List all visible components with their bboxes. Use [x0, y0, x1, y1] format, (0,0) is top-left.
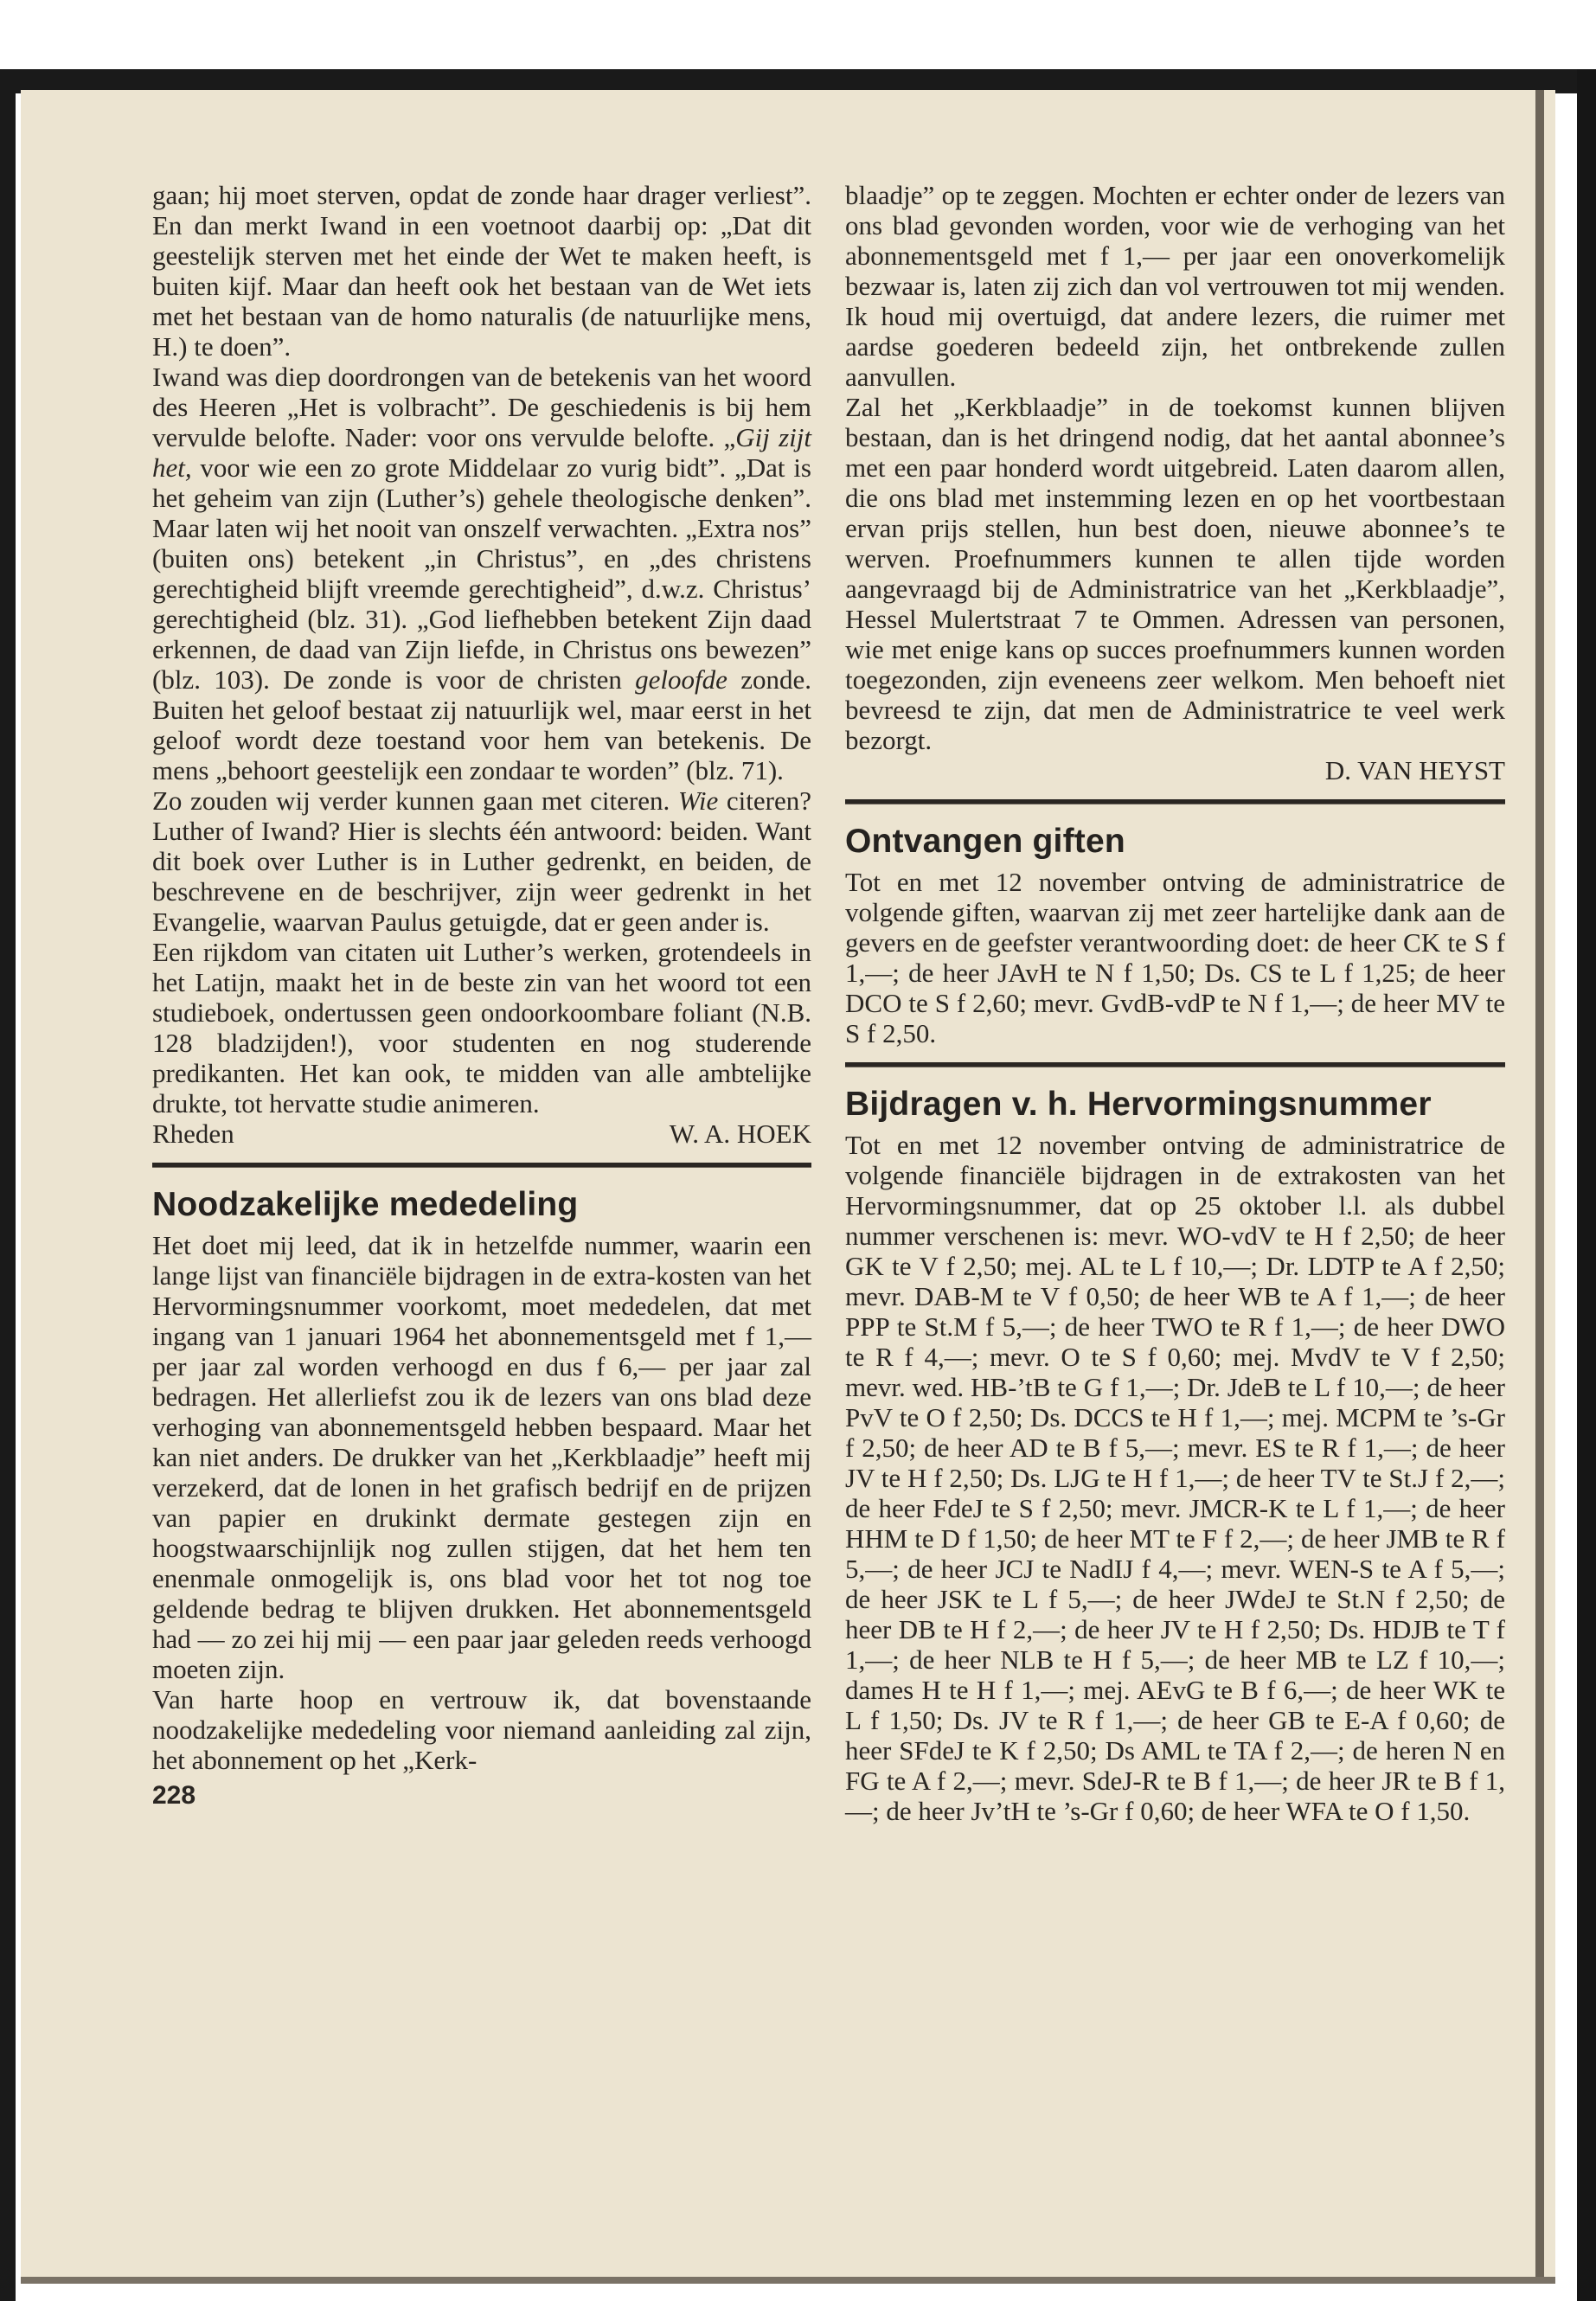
signature-name: D. VAN HEYST [1324, 755, 1505, 785]
paragraph: Een rijkdom van citaten uit Luther’s werken, grotendeels in het Latijn, maakt het in de beste zin van het woord tot een studieboek, ondertussen geen ondoorkoombare foliant (N.B. 128 bladzijden!), voor studenten en nog studerende predikanten. Het kan ook, te midden van alle ambtelijke drukte, tot hervatte studie animeren. [152, 937, 811, 1118]
paragraph: Iwand was diep doordrongen van de betekenis van het woord des Heeren „Het is volbracht”. De geschiedenis is bij hem vervulde belofte. Nader: voor ons vervulde belofte. „Gij zijt het, voor wie een zo grote Middelaar zo vurig bidt”. „Dat is het geheim van zijn (Luther’s) gehele theologische denken”. Maar laten wij het nooit van onszelf verwachten. „Extra nos” (buiten ons) betekent „in Christus”, en „des christens gerechtigheid blijft vreemde gerechtigheid”, d.w.z. Christus’ gerechtigheid (blz. 31). „God liefhebben betekent Zijn daad erkennen, de daad van Zijn liefde, in Christus ons bewezen” (blz. 103). De zonde is voor de christen geloofde zonde. Buiten het geloof bestaat zij natuurlijk wel, maar eerst in het geloof wordt deze toestand voor hem van betekenis. De mens „behoort geestelijk een zondaar te worden” (blz. 71). [152, 362, 811, 785]
paragraph: Tot en met 12 november ontving de administratrice de volgende financiële bijdragen in de extrakosten van het Hervormingsnummer, dat op 25 oktober l.l. als dubbel nummer verschenen is: mevr. WO-vdV te H f 2,50; de heer GK te V f 2,50; mej. AL te L f 10,—; Dr. LDTP te A f 2,50; mevr. DAB-M te V f 0,50; de heer WB te A f 1,—; de heer PPP te St.M f 5,—; de heer TWO te R f 1,—; de heer DWO te R f 4,—; mevr. O te S f 0,60; mej. MvdV te V f 2,50; mevr. wed. HB-’tB te G f 1,—; Dr. JdeB te L f 10,—; de heer PvV te O f 2,50; Ds. DCCS te H f 1,—; mej. MCPM te ’s-Gr f 2,50; de heer AD te B f 5,—; mevr. ES te R f 1,—; de heer JV te H f 2,50; Ds. LJG te H f 1,—; de heer TV te St.J f 2,—; de heer FdeJ te S f 2,50; mevr. JMCR-K te L f 1,—; de heer HHM te D f 1,50; de heer MT te F f 2,—; de heer JMB te R f 5,—; de heer JCJ te NadIJ f 4,—; mevr. WEN-S te A f 5,—; de heer JSK te L f 5,—; de heer JWdeJ te St.N f 2,50; de heer DB te H f 2,—; de heer JV te H f 2,50; Ds. HDJB te T f 1,—; de heer NLB te H f 5,—; de heer MB te LZ f 10,—; dames H te H f 1,—; mej. AEvG te B f 6,—; de heer WK te L f 1,50; Ds. JV te R f 1,—; de heer GB te E-A f 0,60; de heer SFdeJ te K f 2,50; Ds AML te TA f 2,—; de heren N en FG te A f 2,—; mevr. SdeJ-R te B f 1,—; de heer JR te B f 1,—; de heer Jv’tH te ’s-Gr f 0,60; de heer WFA te O f 1,50. [845, 1130, 1505, 1826]
signature-place: Rheden [152, 1118, 234, 1149]
section-divider [152, 1163, 811, 1168]
section-heading: Bijdragen v. h. Hervormingsnummer [845, 1086, 1432, 1123]
paragraph: Zal het „Kerkblaadje” in de toekomst kunnen blijven bestaan, dan is het dringend nodig, dat het aantal abonnee’s met een paar honderd wordt uitgebreid. Laten daarom allen, die ons blad met instemming lezen en op het voortbestaan ervan prijs stellen, hun best doen, nieuwe abonnee’s te werven. Proefnummers kunnen te allen tijde worden aangevraagd bij de Administratrice van het „Kerkblaadje”, Hessel Mulertstraat 7 te Ommen. Adressen van personen, wie met enige kans op succes proefnummers kunnen worden toegezonden, zijn eveneens zeer welkom. Men behoeft niet bevreesd te zijn, dat men de Administratrice te veel werk bezorgt. [845, 392, 1505, 755]
paragraph: Het doet mij leed, dat ik in hetzelfde nummer, waarin een lange lijst van financiële bijdragen in de extra-kosten van het Hervormingsnummer voorkomt, moet mededelen, dat met ingang van 1 januari 1964 het abonnementsgeld met f 1,— per jaar zal worden verhoogd en dus f 6,— per jaar zal bedragen. Het allerliefst zou ik de lezers van ons blad deze verhoging van abonnementsgeld hebben bespaard. Maar het kan niet anders. De drukker van het „Kerkblaadje” heeft mij verzekerd, dat de lonen in het grafisch bedrijf en de prijzen van papier en drukinkt dermate gestegen zijn en hoogstwaarschijnlijk nog zullen stijgen, dat het hem ten enenmale onmogelijk is, ons blad voor het tot nog toe geldende bedrag te blijven drukken. Het abonnementsgeld had — zo zei hij mij — een paar jaar geleden reeds verhoogd moeten zijn. [152, 1230, 811, 1684]
page-number: 228 [152, 1781, 196, 1810]
section-divider [845, 1062, 1505, 1067]
page-edge-shadow [1535, 90, 1544, 2279]
signature-name: W. A. HOEK [669, 1118, 811, 1149]
paragraph: Zo zouden wij verder kunnen gaan met citeren. Wie citeren? Luther of Iwand? Hier is slechts één antwoord: beiden. Want dit boek over Luther is in Luther gedrenkt, en beiden, de beschrevene en de beschrijver, zijn weer gedrenkt in het Evangelie, waarvan Paulus getuigde, dat er geen ander is. [152, 785, 811, 937]
scan-left-border [0, 69, 16, 2301]
paragraph: Tot en met 12 november ontving de administratrice de volgende giften, waarvan zij met zeer hartelijke dank aan de gevers en de geefster verantwoording doet: de heer CK te S f 1,—; de heer JAvH te N f 1,50; Ds. CS te L f 1,25; de heer DCO te S f 2,60; mevr. GvdB-vdP te N f 1,—; de heer MV te S f 2,50. [845, 867, 1505, 1048]
signature-line [152, 1118, 811, 1149]
paragraph: blaadje” op te zeggen. Mochten er echter onder de lezers van ons blad gevonden worden, voor wie de verhoging van het abonnementsgeld met f 1,— per jaar een onoverkomelijk bezwaar is, laten zij zich dan vol vertrouwen tot mij wenden. Ik houd mij overtuigd, dat andere lezers, die ruimer met aardse goederen bedeeld zijn, het ontbrekende zullen aanvullen. [845, 180, 1505, 392]
signature-line [845, 755, 1505, 785]
left-column [152, 180, 811, 1813]
section-heading: Noodzakelijke mededeling [152, 1186, 579, 1223]
right-column [845, 180, 1505, 1826]
section-divider [845, 799, 1505, 804]
paragraph: Van harte hoop en vertrouw ik, dat bovenstaande noodzakelijke mededeling voor niemand aanleiding zal zijn, het abonnement op het „Kerk- [152, 1684, 811, 1775]
section-heading: Ontvangen giften [845, 823, 1125, 860]
scan-right-border [1577, 69, 1596, 2301]
paragraph: gaan; hij moet sterven, opdat de zonde haar drager verliest”. En dan merkt Iwand in een voetnoot daarbij op: „Dat dit geestelijk sterven met het einde der Wet te maken heeft, is buiten kijf. Maar dan heeft ook het bestaan van de Wet iets met het bestaan van de homo naturalis (de natuurlijke mens, H.) te doen”. [152, 180, 811, 362]
page-bottom-shadow [21, 2277, 1555, 2284]
